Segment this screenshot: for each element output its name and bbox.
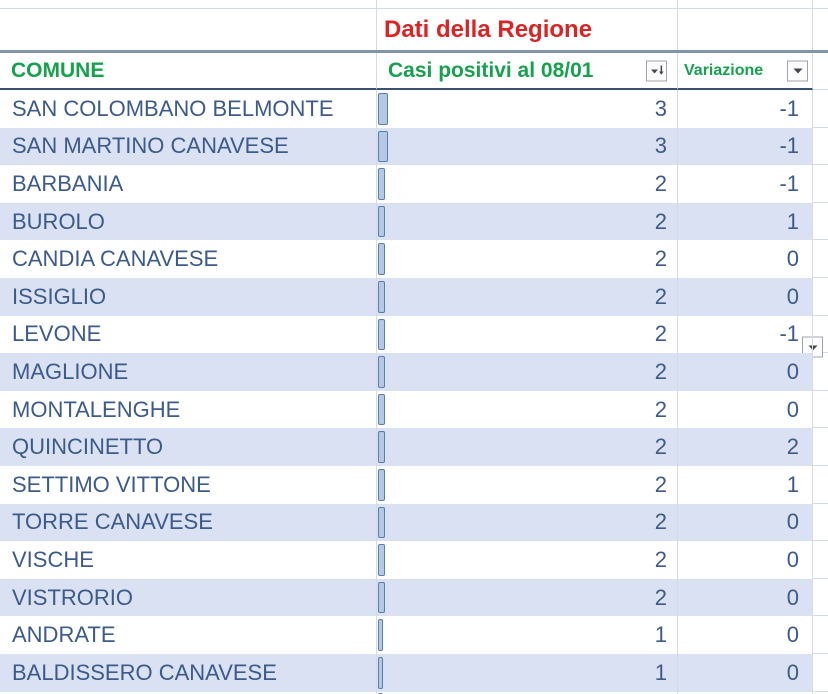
- cases-cell[interactable]: [377, 466, 678, 504]
- table-row: [0, 428, 828, 466]
- empty-cell: [377, 0, 678, 9]
- variation-cell[interactable]: [678, 504, 813, 542]
- comune-cell[interactable]: [0, 541, 377, 579]
- empty-cell: [813, 278, 828, 316]
- column-label-variazione: Variazione: [684, 61, 764, 79]
- cases-cell[interactable]: [377, 278, 678, 316]
- comune-name: ISSIGLIO: [12, 283, 107, 309]
- data-bar: [378, 281, 385, 313]
- cases-cell[interactable]: [377, 391, 678, 429]
- variation-cell[interactable]: [678, 616, 813, 654]
- comune-name: BALDISSERO CANAVESE: [12, 659, 277, 685]
- table-row: [0, 541, 828, 579]
- comune-name: MAGLIONE: [12, 358, 129, 384]
- cases-value: 2: [654, 321, 667, 347]
- data-bar: [378, 657, 383, 689]
- data-bar: [378, 206, 385, 238]
- empty-cell: [813, 579, 828, 617]
- variation-value: 0: [786, 509, 799, 535]
- variation-value: 0: [786, 246, 799, 272]
- empty-cell: [0, 0, 377, 9]
- cases-cell[interactable]: [377, 504, 678, 542]
- data-bar: [378, 394, 385, 426]
- table-row: [0, 240, 828, 278]
- data-bar: [378, 131, 388, 163]
- variazione-filter-button[interactable]: [787, 60, 808, 81]
- cases-cell[interactable]: [377, 616, 678, 654]
- variation-cell[interactable]: [678, 278, 813, 316]
- comune-name: VISCHE: [12, 546, 94, 572]
- table-row: [0, 203, 828, 241]
- variation-cell[interactable]: [678, 128, 813, 166]
- cases-value: 2: [654, 584, 667, 610]
- table-body: [0, 90, 828, 692]
- banner-title: Dati della Regione: [384, 15, 593, 43]
- comune-name: TORRE CANAVESE: [12, 509, 213, 535]
- cases-value: 3: [654, 133, 667, 159]
- cases-value: 2: [654, 471, 667, 497]
- header-cell-variazione[interactable]: [678, 53, 813, 90]
- variation-cell[interactable]: [678, 428, 813, 466]
- casi-filter-sort-button[interactable]: [646, 60, 667, 81]
- comune-name: SAN COLOMBANO BELMONTE: [12, 95, 334, 121]
- comune-cell[interactable]: [0, 128, 377, 166]
- variation-cell[interactable]: [678, 203, 813, 241]
- data-bar: [378, 319, 385, 351]
- comune-cell[interactable]: [0, 579, 377, 617]
- empty-cell: [813, 240, 828, 278]
- column-label-casi: Casi positivi al 08/01: [388, 58, 594, 82]
- cases-value: 2: [654, 546, 667, 572]
- cases-value: 2: [654, 170, 667, 196]
- variation-cell[interactable]: [678, 541, 813, 579]
- variation-value: 0: [786, 396, 799, 422]
- column-label-comune: COMUNE: [11, 58, 105, 82]
- variation-value: -1: [779, 321, 799, 347]
- empty-cell: [813, 353, 828, 391]
- table-row: [0, 316, 828, 354]
- variation-cell[interactable]: [678, 240, 813, 278]
- empty-cell[interactable]: [678, 9, 813, 50]
- data-bar: [378, 431, 385, 463]
- empty-cell: [813, 541, 828, 579]
- variation-value: 0: [786, 622, 799, 648]
- data-bar: [378, 93, 388, 125]
- cases-value: 1: [654, 622, 667, 648]
- cases-value: 2: [654, 283, 667, 309]
- cases-value: 2: [654, 434, 667, 460]
- variation-cell[interactable]: [678, 654, 813, 692]
- table-row: [0, 654, 828, 692]
- variation-value: 0: [786, 546, 799, 572]
- empty-cell: [813, 0, 828, 9]
- variation-value: 0: [786, 584, 799, 610]
- variation-cell[interactable]: [678, 466, 813, 504]
- filter-dropdown-icon: [791, 64, 805, 78]
- table-row: [0, 504, 828, 542]
- header-cell-comune[interactable]: [0, 53, 377, 90]
- empty-cell: [813, 90, 828, 128]
- variation-value: 0: [786, 283, 799, 309]
- empty-cell: [678, 0, 813, 9]
- variation-cell[interactable]: [678, 579, 813, 617]
- empty-cell: [813, 391, 828, 429]
- cases-cell[interactable]: [377, 316, 678, 354]
- empty-cell: [813, 203, 828, 241]
- cases-cell[interactable]: [377, 165, 678, 203]
- filter-sorted-dropdown-icon: [650, 64, 664, 78]
- comune-cell[interactable]: [0, 203, 377, 241]
- comune-name: SAN MARTINO CANAVESE: [12, 133, 289, 159]
- cases-value: 2: [654, 358, 667, 384]
- table-row: [0, 391, 828, 429]
- cases-cell[interactable]: [377, 579, 678, 617]
- comune-cell[interactable]: [0, 504, 377, 542]
- table-row: [0, 165, 828, 203]
- table-row: [0, 278, 828, 316]
- table-row: [0, 466, 828, 504]
- empty-cell: [813, 466, 828, 504]
- table-row: [0, 353, 828, 391]
- cases-value: 2: [654, 396, 667, 422]
- empty-cell: [813, 128, 828, 166]
- empty-cell: [813, 616, 828, 654]
- comune-cell[interactable]: [0, 90, 377, 128]
- cases-cell[interactable]: [377, 203, 678, 241]
- variation-value: 0: [786, 659, 799, 685]
- comune-name: BARBANIA: [12, 170, 124, 196]
- comune-cell[interactable]: [0, 391, 377, 429]
- comune-cell[interactable]: [0, 466, 377, 504]
- comune-name: LEVONE: [12, 321, 102, 347]
- variation-cell[interactable]: [678, 165, 813, 203]
- variation-value: 0: [786, 358, 799, 384]
- cases-cell[interactable]: [377, 90, 678, 128]
- data-bar: [378, 168, 385, 200]
- empty-cell: [813, 654, 828, 692]
- data-bar: [378, 507, 385, 539]
- comune-cell[interactable]: [0, 278, 377, 316]
- cases-value: 2: [654, 246, 667, 272]
- cases-value: 1: [654, 659, 667, 685]
- cases-cell[interactable]: [377, 353, 678, 391]
- comune-name: BUROLO: [12, 208, 105, 234]
- data-bar: [378, 243, 385, 275]
- cases-value: 2: [654, 509, 667, 535]
- variation-cell[interactable]: [678, 391, 813, 429]
- table-row: [0, 616, 828, 654]
- empty-cell[interactable]: [0, 9, 377, 50]
- header-cell-casi[interactable]: [377, 53, 678, 90]
- table-row: [0, 90, 828, 128]
- cases-value: 2: [654, 208, 667, 234]
- empty-cell: [813, 165, 828, 203]
- empty-cell: [813, 428, 828, 466]
- variation-cell[interactable]: [678, 353, 813, 391]
- comune-cell[interactable]: [0, 616, 377, 654]
- empty-cell: [813, 504, 828, 542]
- table-header-row: [0, 53, 828, 90]
- comune-name: VISTRORIO: [12, 584, 134, 610]
- top-partial-row: [0, 0, 828, 9]
- banner-cell[interactable]: [377, 9, 678, 50]
- data-bar: [378, 582, 385, 614]
- variation-cell[interactable]: [678, 90, 813, 128]
- cases-cell[interactable]: [377, 654, 678, 692]
- data-bar: [378, 356, 385, 388]
- variation-value: -1: [779, 95, 799, 121]
- data-bar: [378, 469, 385, 501]
- variation-value: 1: [786, 208, 799, 234]
- variation-value: 2: [786, 434, 799, 460]
- comune-name: SETTIMO VITTONE: [12, 471, 211, 497]
- cases-cell[interactable]: [377, 428, 678, 466]
- cases-cell[interactable]: [377, 541, 678, 579]
- comune-cell[interactable]: [0, 165, 377, 203]
- table-row: [0, 128, 828, 166]
- cases-cell[interactable]: [377, 128, 678, 166]
- variation-value: -1: [779, 133, 799, 159]
- variation-value: -1: [779, 170, 799, 196]
- empty-cell: [813, 53, 828, 90]
- data-bar: [378, 544, 385, 576]
- data-bar: [378, 619, 383, 651]
- comune-name: ANDRATE: [12, 622, 116, 648]
- comune-cell[interactable]: [0, 316, 377, 354]
- comune-name: QUINCINETTO: [12, 434, 164, 460]
- comune-cell[interactable]: [0, 654, 377, 692]
- cases-value: 3: [654, 95, 667, 121]
- table-row: [0, 579, 828, 617]
- comune-cell[interactable]: [0, 428, 377, 466]
- variation-value: 1: [786, 471, 799, 497]
- comune-cell[interactable]: [0, 353, 377, 391]
- cases-cell[interactable]: [377, 240, 678, 278]
- comune-name: CANDIA CANAVESE: [12, 246, 219, 272]
- empty-cell: [813, 9, 828, 50]
- variation-cell[interactable]: [678, 316, 813, 354]
- banner-row: [0, 9, 828, 50]
- comune-name: MONTALENGHE: [12, 396, 181, 422]
- comune-cell[interactable]: [0, 240, 377, 278]
